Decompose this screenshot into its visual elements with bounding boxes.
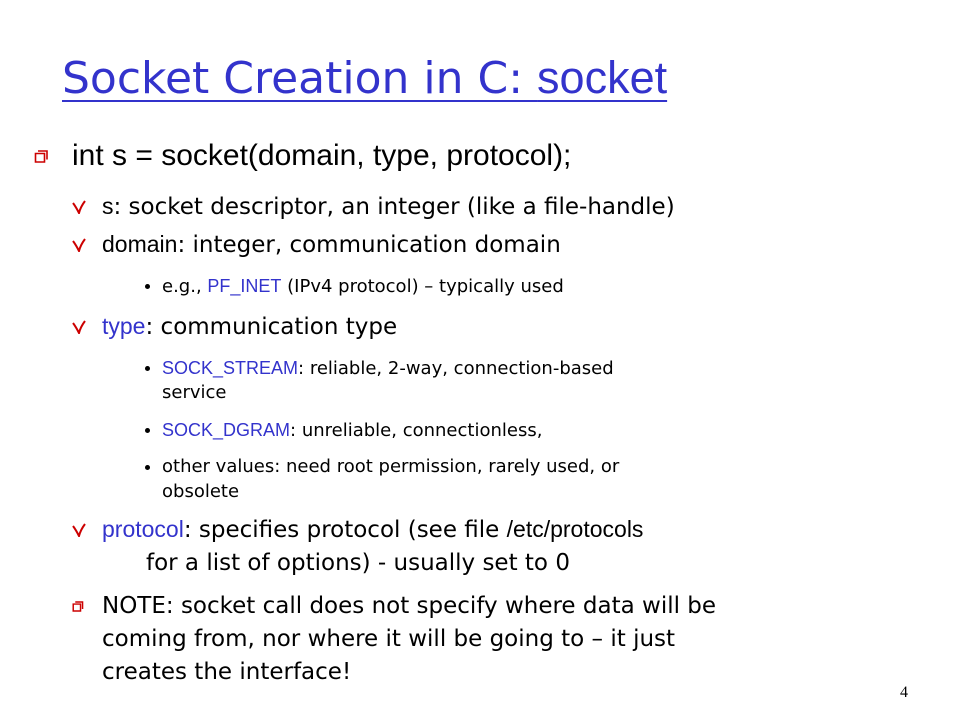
bullet-arrowhead-icon (72, 238, 86, 252)
bullet-dot-icon (145, 428, 150, 433)
term-pf-inet: PF_INET (207, 276, 282, 296)
sub-bullet-continuation: for a list of options) - usually set to 0 (146, 550, 570, 576)
sub-sub-bullet-other-values (162, 455, 619, 479)
bullet-text: int s = socket(domain, type, protocol); (72, 139, 572, 172)
bullet-lead: e.g., (162, 276, 208, 297)
sub-sub-bullet-sock-dgram (162, 418, 542, 443)
sub-sub-bullet-continuation: service (162, 382, 227, 403)
term-protocol: protocol (102, 516, 184, 542)
bullet-dot-icon (145, 366, 150, 371)
sub-sub-bullet-continuation: obsolete (162, 481, 240, 502)
bullet-box-icon (34, 150, 50, 163)
bullet-box-icon (72, 601, 85, 612)
slide-title-keyword: socket (537, 52, 668, 103)
bullet-note-continuation: creates the interface! (102, 659, 352, 685)
bullet-note-continuation: coming from, nor where it will be going to – it just (102, 626, 676, 652)
bullet-text: (IPv4 protocol) – typically used (281, 276, 564, 297)
slide-title-main: Socket Creation in C: (62, 53, 538, 104)
sub-sub-bullet-pf-inet (162, 274, 564, 299)
bullet-arrowhead-icon (72, 523, 86, 537)
term-s: s (102, 193, 114, 219)
bullet-arrowhead-icon (72, 200, 86, 214)
bullet-text: : reliable, 2-way, connection-based (298, 358, 614, 379)
bullet-text: : communication type (145, 314, 398, 340)
sub-bullet-domain (102, 229, 561, 261)
sub-bullet-type (102, 311, 397, 343)
sub-bullet-s (102, 191, 675, 223)
term-sock-stream: SOCK_STREAM (162, 358, 299, 378)
path-etc-protocols: /etc/protocols (506, 516, 644, 542)
slide-title (62, 50, 667, 107)
term-domain: domain (102, 231, 178, 257)
bullet-dot-icon (145, 465, 150, 470)
bullet-text: : integer, communication domain (177, 232, 561, 258)
bullet-arrowhead-icon (72, 320, 86, 334)
bullet-text: : specifies protocol (see file (183, 517, 507, 543)
bullet-text: : socket descriptor, an integer (like a file-handle) (113, 194, 675, 220)
bullet-text: : unreliable, connectionless, (290, 420, 543, 441)
sub-bullet-protocol (102, 514, 643, 546)
page-number: 4 (900, 684, 908, 701)
bullet-text: other values: need root permission, rarely used, or (162, 456, 620, 477)
bullet-dot-icon (145, 284, 150, 289)
bullet-text: NOTE: socket call does not specify where data will be (102, 593, 717, 619)
sub-sub-bullet-sock-stream (162, 356, 614, 381)
bullet-note (102, 591, 716, 622)
term-sock-dgram: SOCK_DGRAM (162, 420, 291, 440)
bullet-socket-call (72, 136, 571, 176)
term-type: type (102, 313, 146, 339)
